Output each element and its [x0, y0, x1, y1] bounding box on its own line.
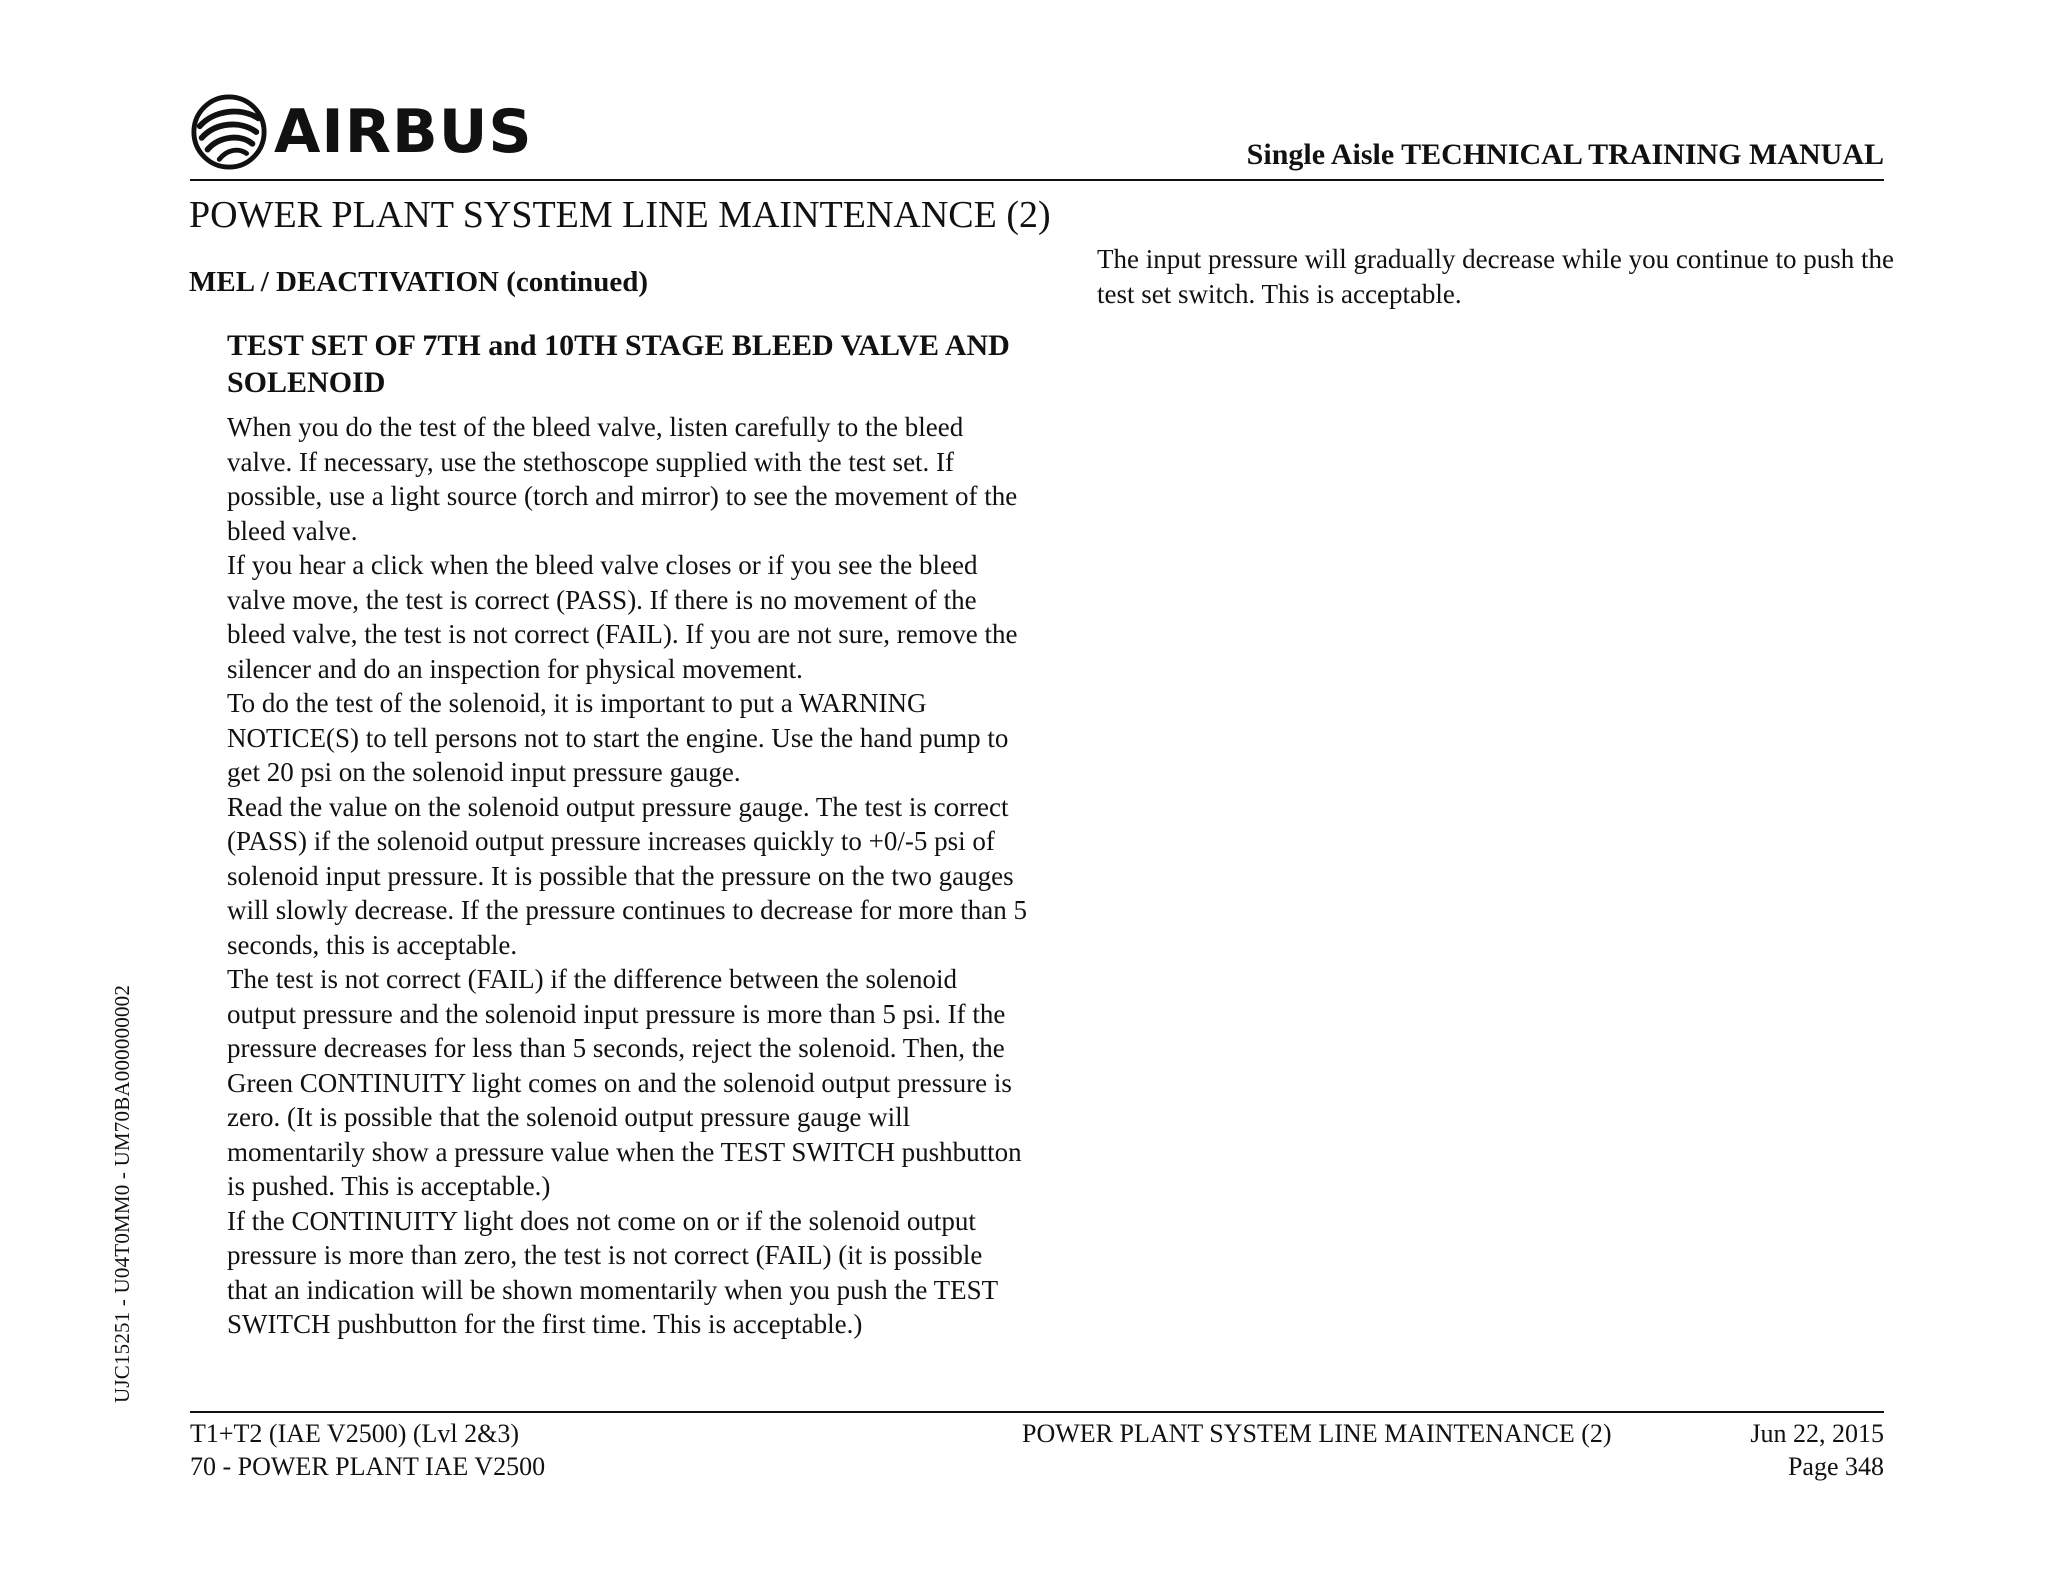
section-heading: MEL / DEACTIVATION (continued)	[189, 266, 648, 298]
left-column-body	[227, 410, 1027, 1342]
manual-title: Single Aisle TECHNICAL TRAINING MANUAL	[1246, 138, 1884, 171]
footer-right	[1750, 1417, 1884, 1483]
airbus-logo	[190, 92, 533, 172]
footer-left	[190, 1417, 545, 1483]
document-identifier: UJC15251 - U04T0MM0 - UM70BA000000002	[110, 984, 134, 1403]
body-paragraph: When you do the test of the bleed valve, listen carefully to the bleed valve. If necessary, use the stethoscope supplied with the test set. If possible, use a light source (torch and mirror) to see the movement of the bleed valve.	[227, 412, 1018, 546]
footer-center	[1022, 1417, 1612, 1450]
page-title: POWER PLANT SYSTEM LINE MAINTENANCE (2)	[189, 194, 1051, 236]
body-paragraph: Read the value on the solenoid output pressure gauge. The test is correct (PASS) if the solenoid output pressure increases quickly to +0/-5 psi of solenoid input pressure. It is possible that the pressure on the two gauges will slowly decrease. If the pressure continues to decrease for more than 5 seconds, this is acceptable.	[227, 791, 1027, 960]
page-number: Page 348	[1787, 1452, 1884, 1481]
right-column-body	[1097, 242, 1897, 311]
sub-heading: TEST SET OF 7TH and 10TH STAGE BLEED VALVE AND SOLENOID	[227, 329, 1010, 399]
header-divider	[190, 179, 1884, 181]
body-paragraph: The input pressure will gradually decrease while you continue to push the test set switch. This is acceptable.	[1097, 244, 1895, 309]
footer-topic: POWER PLANT SYSTEM LINE MAINTENANCE (2)	[1022, 1419, 1612, 1448]
body-paragraph: The test is not correct (FAIL) if the difference between the solenoid output pressure and the solenoid input pressure is more than 5 psi. If the pressure decreases for less than 5 seconds, reject the solenoid. Then, the Green CONTINUITY light comes on and the solenoid output pressure is zero. (It is possible that the solenoid output pressure gauge will momentarily show a pressure value when the TEST SWITCH pushbutton is pushed. This is acceptable.)	[227, 964, 1022, 1201]
footer-date: Jun 22, 2015	[1750, 1419, 1884, 1448]
airbus-logo-icon	[190, 93, 268, 171]
body-paragraph: To do the test of the solenoid, it is important to put a WARNING NOTICE(S) to tell persons not to start the engine. Use the hand pump to get 20 psi on the solenoid input pressure gauge.	[227, 688, 1009, 787]
footer-course: T1+T2 (IAE V2500) (Lvl 2&3)	[190, 1419, 520, 1448]
footer-chapter: 70 - POWER PLANT IAE V2500	[190, 1452, 546, 1481]
footer-divider	[190, 1411, 1884, 1413]
body-paragraph: If you hear a click when the bleed valve closes or if you see the bleed valve move, the test is correct (PASS). If there is no movement of the bleed valve, the test is not correct (FAIL). If you are not sure, remove the silencer and do an inspection for physical movement.	[227, 550, 1018, 684]
body-paragraph: If the CONTINUITY light does not come on or if the solenoid output pressure is more than zero, the test is not correct (FAIL) (it is possible that an indication will be shown momentarily when you push the TEST SWITCH pushbutton for the first time. This is acceptable.)	[227, 1205, 998, 1339]
logo-wordmark: AIRBUS	[274, 97, 533, 167]
